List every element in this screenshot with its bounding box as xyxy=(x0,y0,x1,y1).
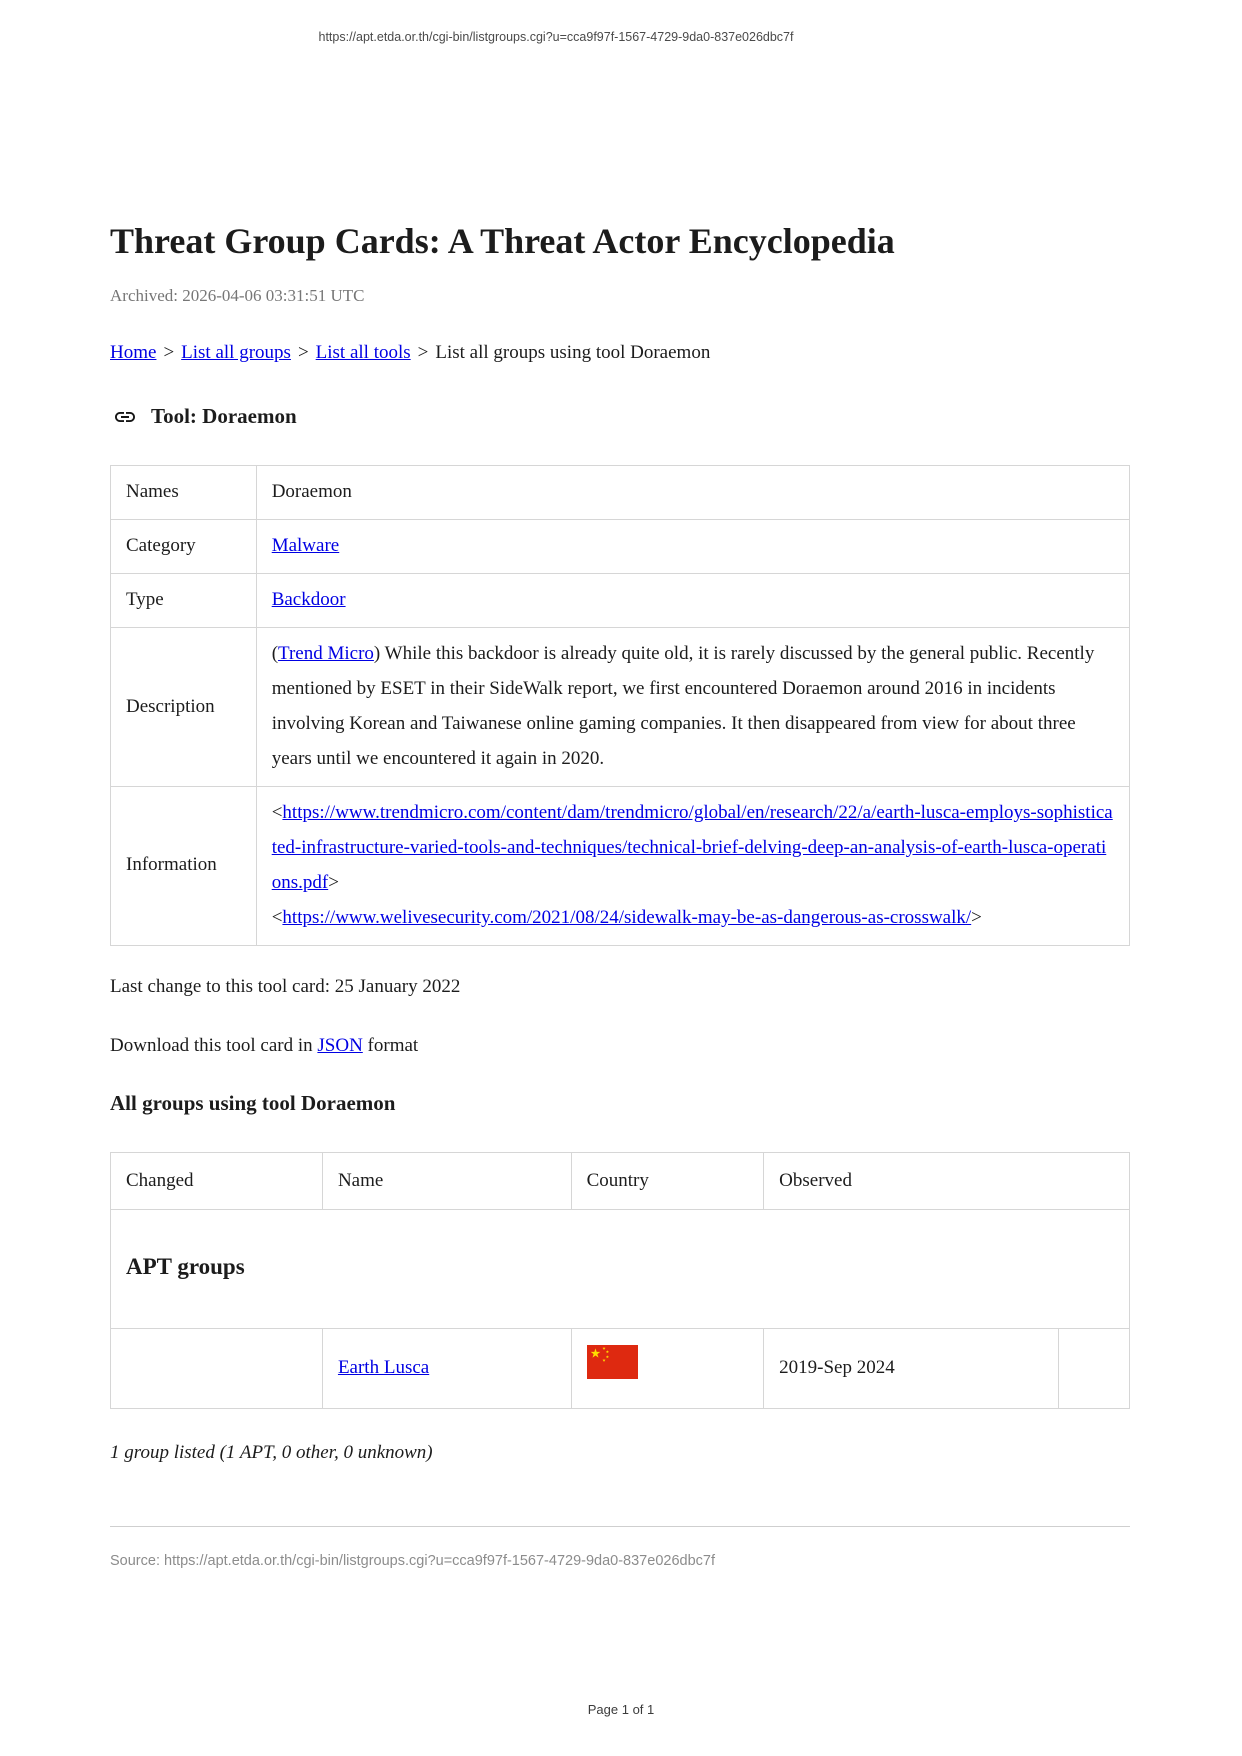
information-value xyxy=(256,787,1129,946)
table-row-names xyxy=(111,466,1130,520)
breadcrumb-list-all-tools-link[interactable]: List all tools xyxy=(315,342,411,364)
breadcrumb-separator: > xyxy=(297,342,309,364)
breadcrumb xyxy=(110,342,1130,364)
description-label: Description xyxy=(111,628,257,787)
description-text: ) While this backdoor is already quite old, it is rarely discussed by the general public. Recently mentioned by ESET in their SideWalk report, we first encountered Doraemon around 2016 in incidents involving Korean and Taiwanese online gaming companies. It then disappeared from view for about three years until we encountered it again in 2020. xyxy=(271,643,1095,770)
description-value xyxy=(256,628,1129,787)
category-malware-link[interactable]: Malware xyxy=(271,535,340,557)
group-changed-cell xyxy=(111,1329,323,1408)
names-label: Names xyxy=(111,466,257,520)
description-open-paren: ( xyxy=(271,643,279,665)
archive-url-header: https://apt.etda.or.th/cgi-bin/listgroups.cgi?u=cca9f97f-1567-4729-9da0-837e026dbc7f xyxy=(318,30,794,44)
groups-table xyxy=(110,1152,1130,1409)
information-link-line xyxy=(272,796,1114,901)
groups-heading: All groups using tool Doraemon xyxy=(110,1090,396,1115)
apt-groups-section-title: APT groups xyxy=(126,1254,245,1280)
type-value xyxy=(256,574,1129,628)
groups-section-cell xyxy=(111,1210,1130,1329)
table-row-description xyxy=(111,628,1130,787)
download-note xyxy=(110,1029,1130,1064)
china-flag-icon xyxy=(587,1345,638,1379)
information-label: Information xyxy=(111,787,257,946)
tool-heading xyxy=(110,404,1130,429)
type-backdoor-link[interactable]: Backdoor xyxy=(271,589,346,611)
group-extra-cell xyxy=(1058,1329,1129,1408)
table-row-category xyxy=(111,520,1130,574)
bracket-open: < xyxy=(271,802,283,824)
type-label: Type xyxy=(111,574,257,628)
table-row-type xyxy=(111,574,1130,628)
bracket-close: > xyxy=(328,871,339,893)
groups-section-row xyxy=(111,1210,1130,1329)
download-note-pre: Download this tool card in xyxy=(110,1034,318,1056)
names-value: Doraemon xyxy=(256,466,1129,520)
archived-timestamp: Archived: 2026-04-06 03:31:51 UTC xyxy=(110,286,365,306)
json-download-link[interactable]: JSON xyxy=(317,1034,363,1056)
groups-table-header-row xyxy=(111,1153,1130,1210)
tool-card-table xyxy=(110,465,1130,945)
chain-link-icon[interactable] xyxy=(110,405,140,429)
header-country: Country xyxy=(571,1153,764,1210)
page-title: Threat Group Cards: A Threat Actor Encyclopedia xyxy=(110,221,895,261)
last-change-note: Last change to this tool card: 25 January 2022 xyxy=(110,975,461,997)
earth-lusca-link[interactable]: Earth Lusca xyxy=(337,1357,430,1379)
header-changed: Changed xyxy=(111,1153,323,1210)
header-observed: Observed xyxy=(764,1153,1130,1210)
breadcrumb-separator: > xyxy=(417,342,429,364)
breadcrumb-list-all-groups-link[interactable]: List all groups xyxy=(181,342,291,364)
breadcrumb-current: List all groups using tool Doraemon xyxy=(435,342,711,364)
header-name: Name xyxy=(322,1153,571,1210)
group-country-cell xyxy=(571,1329,764,1408)
download-note-post: format xyxy=(362,1034,419,1056)
table-row-information xyxy=(111,787,1130,946)
bracket-close: > xyxy=(971,906,982,928)
groups-summary: 1 group listed (1 APT, 0 other, 0 unknown) xyxy=(110,1441,433,1463)
page-content xyxy=(110,221,1130,1569)
information-link-line xyxy=(272,901,1114,936)
page-number: Page 1 of 1 xyxy=(587,1702,655,1717)
source-line: Source: https://apt.etda.or.th/cgi-bin/listgroups.cgi?u=cca9f97f-1567-4729-9da0-837e026dbc7f xyxy=(110,1552,715,1569)
trendmicro-report-link[interactable]: https://www.trendmicro.com/content/dam/trendmicro/global/en/research/22/a/earth-lusca-employs-sophisticated-infrastructure-varied-tools-and-techniques/technical-brief-delving-deep-an-analysis-of-earth-lusca-operations.pdf xyxy=(271,802,1113,893)
group-observed-cell: 2019-Sep 2024 xyxy=(764,1329,1058,1408)
group-name-cell xyxy=(322,1329,571,1408)
trend-micro-link[interactable]: Trend Micro xyxy=(278,643,374,665)
bracket-open: < xyxy=(271,906,283,928)
category-value xyxy=(256,520,1129,574)
divider xyxy=(110,1526,1130,1527)
breadcrumb-home-link[interactable]: Home xyxy=(110,342,157,364)
category-label: Category xyxy=(111,520,257,574)
welivesecurity-report-link[interactable]: https://www.welivesecurity.com/2021/08/24/sidewalk-may-be-as-dangerous-as-crosswalk/ xyxy=(282,906,972,928)
tool-heading-label: Tool: Doraemon xyxy=(151,404,297,429)
breadcrumb-separator: > xyxy=(163,342,175,364)
group-row xyxy=(111,1329,1130,1408)
